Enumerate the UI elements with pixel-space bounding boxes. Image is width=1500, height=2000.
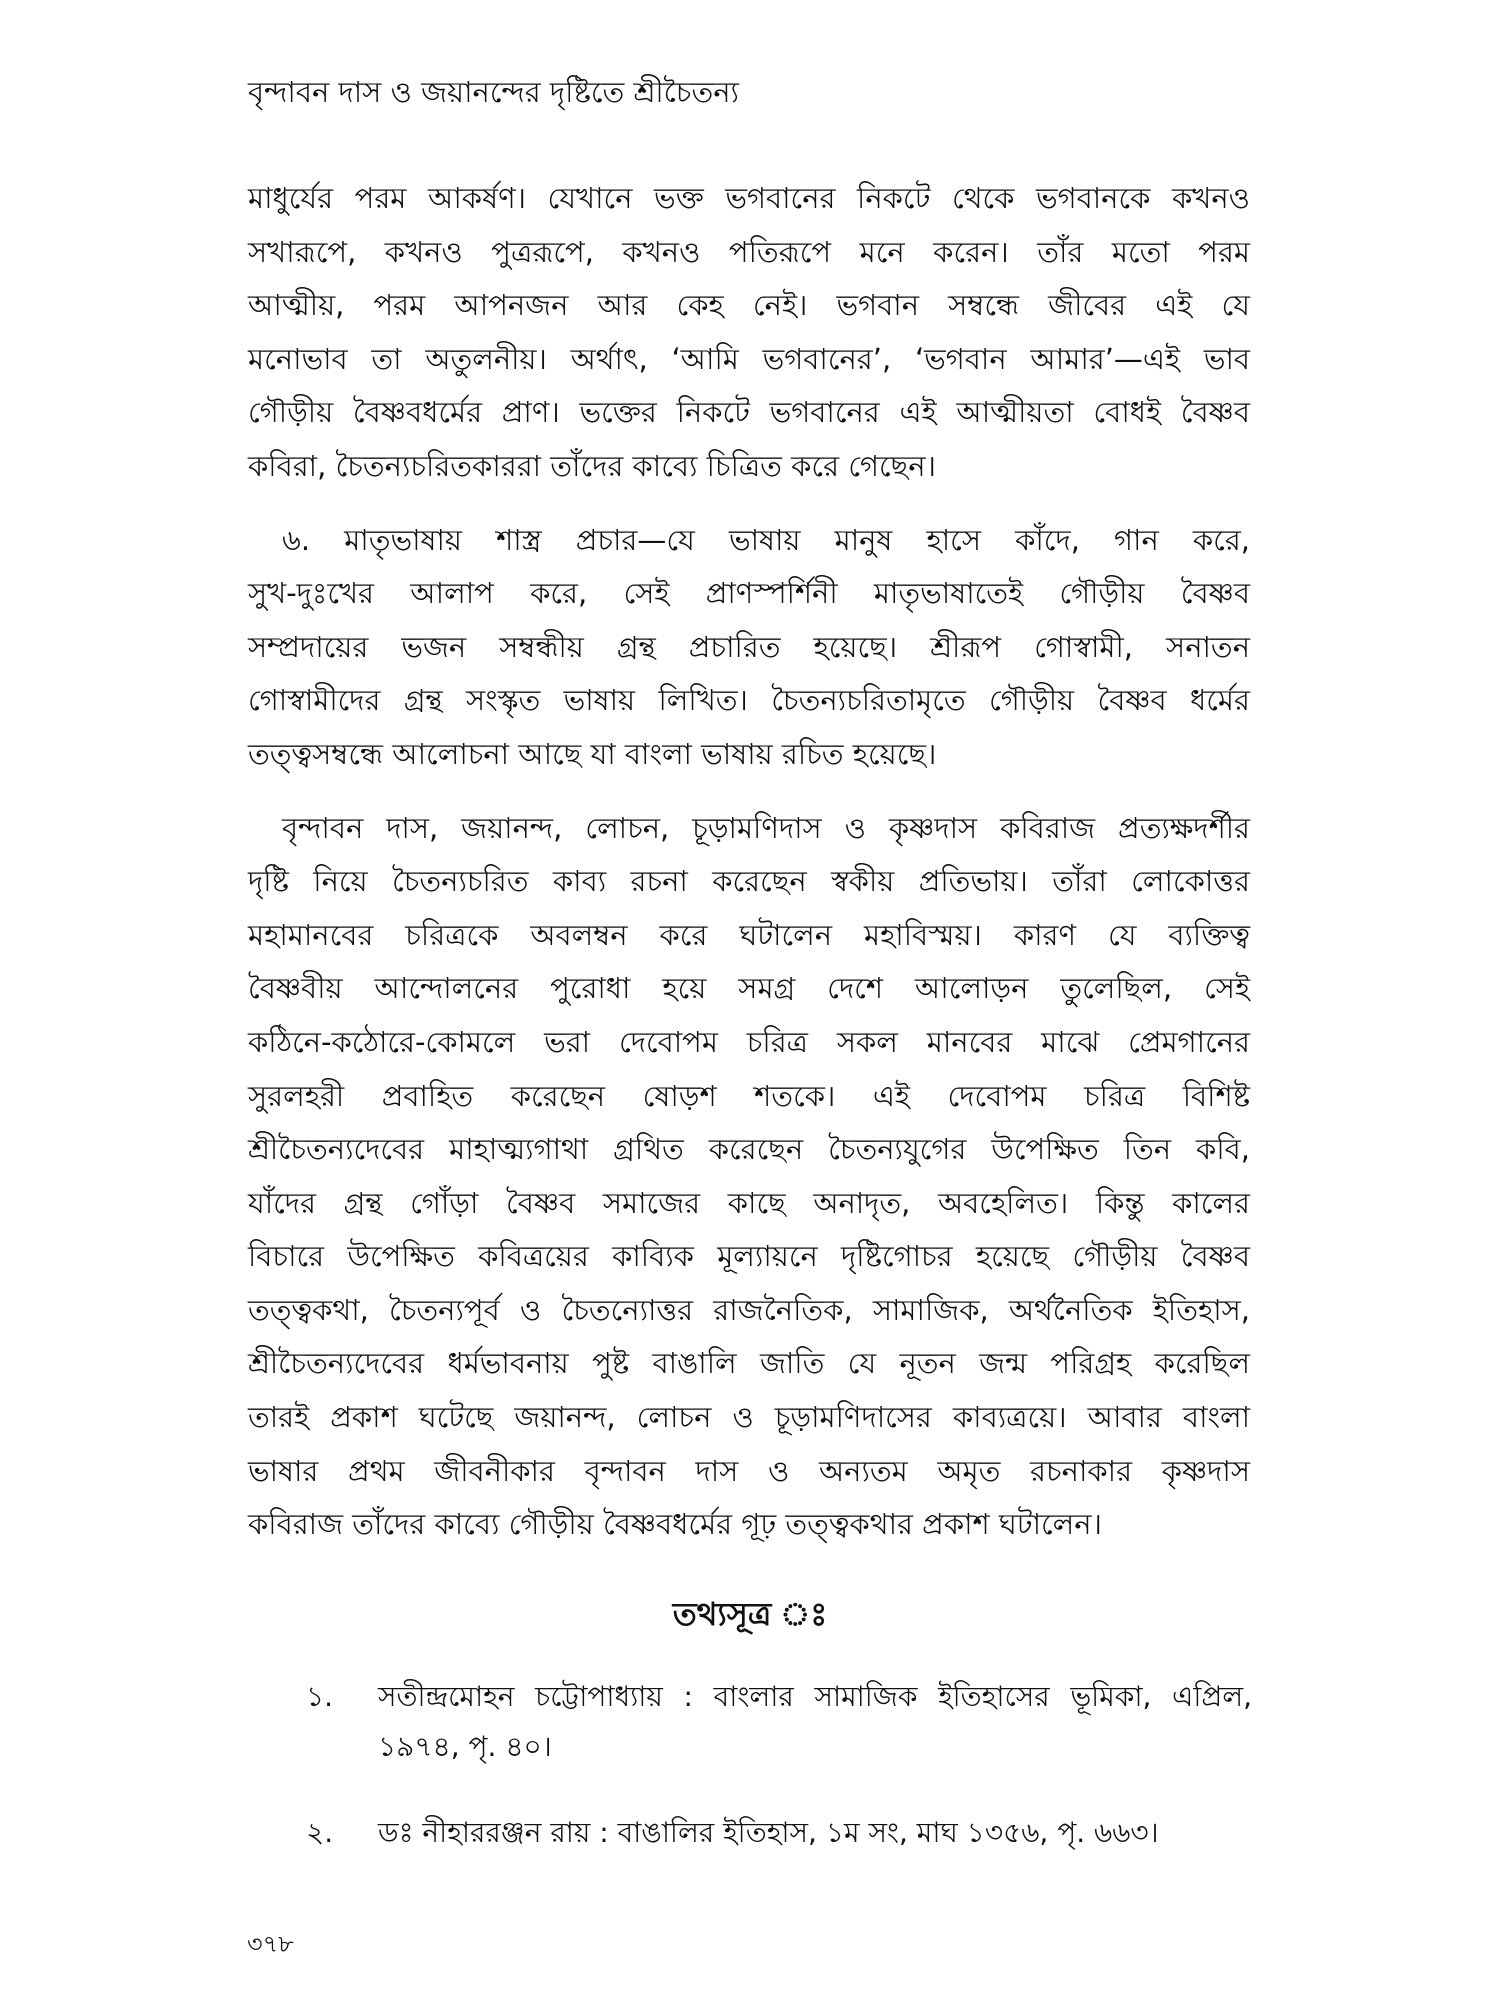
- reference-text: [378, 1808, 1252, 1858]
- text-line: মাধুর্যের পরম আকর্ষণ। যেখানে ভক্ত ভগবানের নিকটে থেকে ভগবানকে কখনও: [248, 181, 1250, 215]
- text-line: বৈষ্ণবীয় আন্দোলনের পুরোধা হয়ে সমগ্র দেশে আলোড়ন তুলেছিল, সেই: [248, 971, 1250, 1006]
- text-line: সখারূপে, কখনও পুত্ররূপে, কখনও পতিরূপে মনে করেন। তাঁর মতো পরম: [248, 234, 1250, 269]
- reference-text: [378, 1672, 1252, 1772]
- text-line: গৌড়ীয় বৈষ্ণবধর্মের প্রাণ। ভক্তের নিকটে ভগবানের এই আত্মীয়তা বোধই বৈষ্ণব: [248, 395, 1250, 430]
- text-line: বিচারে উপেক্ষিত কবিত্রয়ের কাব্যিক মূল্যায়নে দৃষ্টিগোচর হয়েছে গৌড়ীয় বৈষ্ণব: [248, 1239, 1250, 1274]
- page-number: ৩৭৮: [247, 1930, 294, 1958]
- reference-number: ১.: [306, 1680, 334, 1713]
- paragraph-2: [248, 514, 1250, 782]
- text-line: কবিরা, চৈতন্যচরিতকাররা তাঁদের কাব্যে চিত্রিত করে গেছেন।: [248, 448, 936, 483]
- text-line: বৃন্দাবন দাস, জয়ানন্দ, লোচন, চূড়ামণিদাস ও কৃষ্ণদাস কবিরাজ প্রত্যক্ষদর্শীর: [282, 810, 1250, 845]
- text-line: কবিরাজ তাঁদের কাব্যে গৌড়ীয় বৈষ্ণবধর্মের গূঢ় তত্ত্বকথার প্রকাশ ঘটালেন।: [248, 1507, 1102, 1542]
- reference-item: [306, 1808, 1252, 1858]
- paragraph-3: [248, 802, 1250, 1552]
- text-line: আত্মীয়, পরম আপনজন আর কেহ নেই। ভগবান সম্বন্ধে জীবের এই যে: [248, 288, 1250, 323]
- reference-line: ডঃ নীহাররঞ্জন রায় : বাঙালির ইতিহাস, ১ম সং, মাঘ ১৩৫৬, পৃ. ৬৬৩।: [378, 1816, 1159, 1849]
- text-line: তত্ত্বসম্বন্ধে আলোচনা আছে যা বাংলা ভাষায় রচিত হয়েছে।: [248, 736, 937, 771]
- text-line: যাঁদের গ্রন্থ গোঁড়া বৈষ্ণব সমাজের কাছে অনাদৃত, অবহেলিত। কিন্তু কালের: [248, 1185, 1250, 1220]
- text-line: মনোভাব তা অতুলনীয়। অর্থাৎ, ‘আমি ভগবানের’, ‘ভগবান আমার’—এই ভাব: [248, 341, 1250, 376]
- text-line: ভাষার প্রথম জীবনীকার বৃন্দাবন দাস ও অন্যতম অমৃত রচনাকার কৃষ্ণদাস: [248, 1453, 1250, 1488]
- body-text: [248, 172, 1250, 1552]
- sources-heading: তথ্যসূত্র ঃ: [672, 1595, 828, 1633]
- text-line: সুখ-দুঃখের আলাপ করে, সেই প্রাণস্পর্শিনী মাতৃভাষাতেই গৌড়ীয় বৈষ্ণব: [248, 576, 1250, 611]
- text-line: তারই প্রকাশ ঘটেছে জয়ানন্দ, লোচন ও চূড়ামণিদাসের কাব্যত্রয়ে। আবার বাংলা: [248, 1400, 1250, 1435]
- text-line: মহামানবের চরিত্রকে অবলম্বন করে ঘটালেন মহাবিস্ময়। কারণ যে ব্যক্তিত্ব: [248, 917, 1250, 952]
- text-line: তত্ত্বকথা, চৈতন্যপূর্ব ও চৈতন্যোত্তর রাজনৈতিক, সামাজিক, অর্থনৈতিক ইতিহাস,: [248, 1292, 1250, 1327]
- text-line: সম্প্রদায়ের ভজন সম্বন্ধীয় গ্রন্থ প্রচারিত হয়েছে। শ্রীরূপ গোস্বামী, সনাতন: [248, 629, 1250, 664]
- text-line: ৬. মাতৃভাষায় শাস্ত্র প্রচার—যে ভাষায় মানুষ হাসে কাঁদে, গান করে,: [282, 522, 1250, 557]
- text-line: শ্রীচৈতন্যদেবের ধর্মভাবনায় পুষ্ট বাঙালি জাতি যে নূতন জন্ম পরিগ্রহ করেছিল: [248, 1346, 1250, 1381]
- text-line: গোস্বামীদের গ্রন্থ সংস্কৃত ভাষায় লিখিত। চৈতন্যচরিতামৃতে গৌড়ীয় বৈষ্ণব ধর্মের: [248, 683, 1250, 718]
- text-line: কঠিনে-কঠোরে-কোমলে ভরা দেবোপম চরিত্র সকল মানবের মাঝে প্রেমগানের: [248, 1024, 1250, 1059]
- text-line: শ্রীচৈতন্যদেবের মাহাত্ম্যগাথা গ্রথিত করেছেন চৈতন্যযুগের উপেক্ষিত তিন কবি,: [248, 1132, 1250, 1167]
- text-line: সুরলহরী প্রবাহিত করেছেন ষোড়শ শতকে। এই দেবোপম চরিত্র বিশিষ্ট: [248, 1078, 1250, 1113]
- reference-line: সতীন্দ্রমোহন চট্টোপাধ্যায় : বাংলার সামাজিক ইতিহাসের ভূমিকা, এপ্রিল,: [378, 1680, 1252, 1713]
- reference-line: ১৯৭৪, পৃ. ৪০।: [378, 1730, 552, 1763]
- reference-number: ২.: [306, 1816, 334, 1849]
- paragraph-1: [248, 172, 1250, 494]
- reference-list: [306, 1672, 1252, 1858]
- reference-item: [306, 1672, 1252, 1772]
- text-line: দৃষ্টি নিয়ে চৈতন্যচরিত কাব্য রচনা করেছেন স্বকীয় প্রতিভায়। তাঁরা লোকোত্তর: [248, 864, 1250, 899]
- running-head: বৃন্দাবন দাস ও জয়ানন্দের দৃষ্টিতে শ্রীচৈতন্য: [248, 75, 739, 109]
